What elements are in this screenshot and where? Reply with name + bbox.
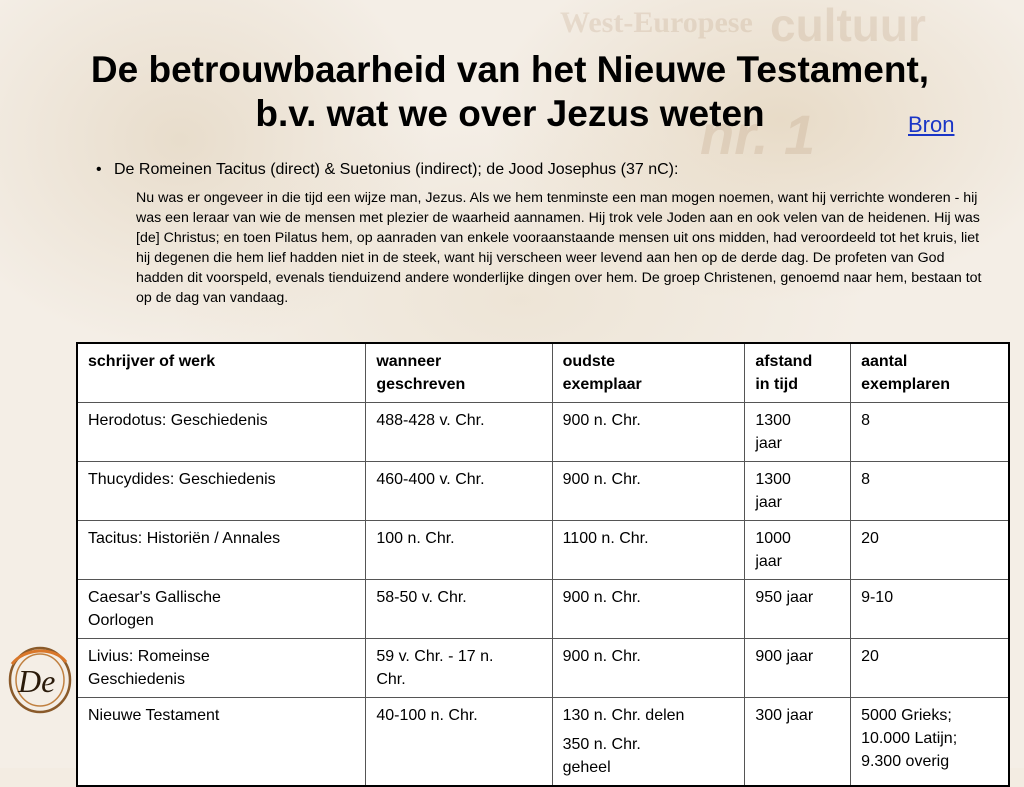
cell-text: 130 n. Chr. delen: [562, 707, 685, 724]
cell-text: 488-428 v. Chr.: [376, 412, 485, 429]
cell-text: 300 jaar: [755, 707, 814, 724]
cell-time-gap: [745, 521, 851, 580]
cell-time-gap: [745, 639, 851, 698]
cell-written: [366, 521, 552, 580]
cell-text: 20: [861, 648, 879, 665]
column-header-text: geschreven: [376, 376, 466, 393]
cell-written: [366, 580, 552, 639]
cell-copies: [851, 403, 1009, 462]
table-row: [77, 698, 1009, 787]
cell-text: 900 n. Chr.: [562, 412, 641, 429]
cell-text: 1300: [755, 412, 791, 429]
page-title: [30, 48, 990, 136]
watermark-text-2: cultuur: [770, 6, 926, 51]
cell-copies: [851, 580, 1009, 639]
cell-text: Nieuwe Testament: [88, 707, 220, 724]
column-header-text: aantal: [861, 353, 908, 370]
cell-text: 58-50 v. Chr.: [376, 589, 467, 606]
cell-oldest-copy: [552, 521, 745, 580]
table-row: [77, 403, 1009, 462]
source-link[interactable]: Bron: [908, 112, 955, 137]
cell-text: Thucydides: Geschiedenis: [88, 471, 276, 488]
cell-copies: [851, 521, 1009, 580]
cell-text: 9-10: [861, 589, 894, 606]
table-row: [77, 521, 1009, 580]
column-header-writer: [77, 343, 366, 403]
intro-bullet: [96, 160, 678, 180]
column-header-text: exemplaren: [861, 376, 950, 393]
cell-written: [366, 462, 552, 521]
cell-text: 1300: [755, 471, 791, 488]
page-title-line-1: De betrouwbaarheid van het Nieuwe Testament,: [90, 49, 930, 90]
cell-text: geheel: [562, 759, 611, 776]
cell-text: 900 n. Chr.: [562, 648, 641, 665]
cell-text: Livius: Romeinse: [88, 648, 210, 665]
cell-text: jaar: [755, 435, 783, 452]
cell-text: Caesar's Gallische: [88, 589, 221, 606]
cell-text: 900 n. Chr.: [562, 589, 641, 606]
column-header-text: exemplaar: [562, 376, 642, 393]
cell-written: [366, 639, 552, 698]
cell-text: 9.300 overig: [861, 753, 950, 770]
table-header-row: [77, 343, 1009, 403]
table-row: [77, 580, 1009, 639]
cell-time-gap: [745, 403, 851, 462]
cell-copies: [851, 639, 1009, 698]
cell-writer: [77, 462, 366, 521]
cell-time-gap: [745, 698, 851, 787]
cell-written: [366, 403, 552, 462]
table-row: [77, 639, 1009, 698]
cell-text: 59 v. Chr. - 17 n.: [376, 648, 494, 665]
cell-text: jaar: [755, 494, 783, 511]
cell-oldest-copy: [552, 698, 745, 787]
cell-time-gap: [745, 462, 851, 521]
column-header-text: afstand: [755, 353, 813, 370]
column-header-text: in tijd: [755, 376, 798, 393]
logo: [4, 642, 74, 716]
cell-text: 900 n. Chr.: [562, 471, 641, 488]
column-header-oldest-copy: [552, 343, 745, 403]
watermark-text-3: nr. 1: [700, 103, 816, 166]
cell-text: 460-400 v. Chr.: [376, 471, 485, 488]
cell-copies: [851, 462, 1009, 521]
cell-time-gap: [745, 580, 851, 639]
cell-text: 20: [861, 530, 879, 547]
column-header-text: schrijver of werk: [88, 353, 216, 370]
column-header-text: wanneer: [376, 353, 442, 370]
cell-text: Chr.: [376, 671, 406, 688]
cell-text: 100 n. Chr.: [376, 530, 455, 547]
cell-text: 350 n. Chr.: [562, 736, 641, 753]
bullet-icon: •: [96, 161, 102, 178]
intro-text: De Romeinen Tacitus (direct) & Suetonius (indirect); de Jood Josephus (37 nC):: [114, 161, 679, 178]
cell-writer: [77, 639, 366, 698]
page-title-line-2: b.v. wat we over Jezus weten: [255, 93, 765, 134]
cell-text: Oorlogen: [88, 612, 154, 629]
cell-text: 1100 n. Chr.: [562, 530, 649, 547]
cell-oldest-copy: [552, 403, 745, 462]
table-row: [77, 462, 1009, 521]
cell-text: 950 jaar: [755, 589, 814, 606]
manuscript-table: [76, 342, 1010, 787]
cell-text: 8: [861, 412, 870, 429]
cell-text: 5000 Grieks;: [861, 707, 952, 724]
logo-text: De: [18, 663, 56, 699]
josephus-quote: Nu was er ongeveer in die tijd een wijze man, Jezus. Als we hem tenminste een man mogen noemen, want hij verrichte wonderen - hij was een leraar van wie de mensen met plezier de waarheid aannamen. Hij trok vele Joden aan en ook velen van de heidenen. Hij was [de] Christus; en toen Pilatus hem, op aanraden van enkele vooraanstaande mensen uit ons midden, had veroordeeld tot het kruis, liet hij degenen die hem lief hadden niet in de steek, want hij verscheen weer levend aan hen op de derde dag. De profeten van God hadden dit voorspeld, evenals tienduizend andere wonderlijke dingen over hem. De groep Christenen, genoemd naar hem, bestaan tot op de dag van vandaag.: [136, 190, 982, 306]
cell-oldest-copy: [552, 462, 745, 521]
cell-copies: [851, 698, 1009, 787]
column-header-text: oudste: [562, 353, 616, 370]
column-header-written: [366, 343, 552, 403]
cell-text: 900 jaar: [755, 648, 814, 665]
column-header-copies: [851, 343, 1009, 403]
cell-writer: [77, 580, 366, 639]
cell-written: [366, 698, 552, 787]
column-header-time-gap: [745, 343, 851, 403]
cell-writer: [77, 403, 366, 462]
cell-text: 40-100 n. Chr.: [376, 707, 478, 724]
cell-text: Geschiedenis: [88, 671, 185, 688]
cell-text: Herodotus: Geschiedenis: [88, 412, 268, 429]
cell-oldest-copy: [552, 639, 745, 698]
cell-text: jaar: [755, 553, 783, 570]
cell-writer: [77, 698, 366, 787]
cell-oldest-copy: [552, 580, 745, 639]
cell-writer: [77, 521, 366, 580]
watermark-text-1: West-Europese: [560, 6, 753, 39]
cell-text: 10.000 Latijn;: [861, 730, 958, 747]
cell-text: 1000: [755, 530, 791, 547]
cell-text: 8: [861, 471, 870, 488]
table-body: [77, 403, 1009, 787]
cell-text: Tacitus: Historiën / Annales: [88, 530, 281, 547]
